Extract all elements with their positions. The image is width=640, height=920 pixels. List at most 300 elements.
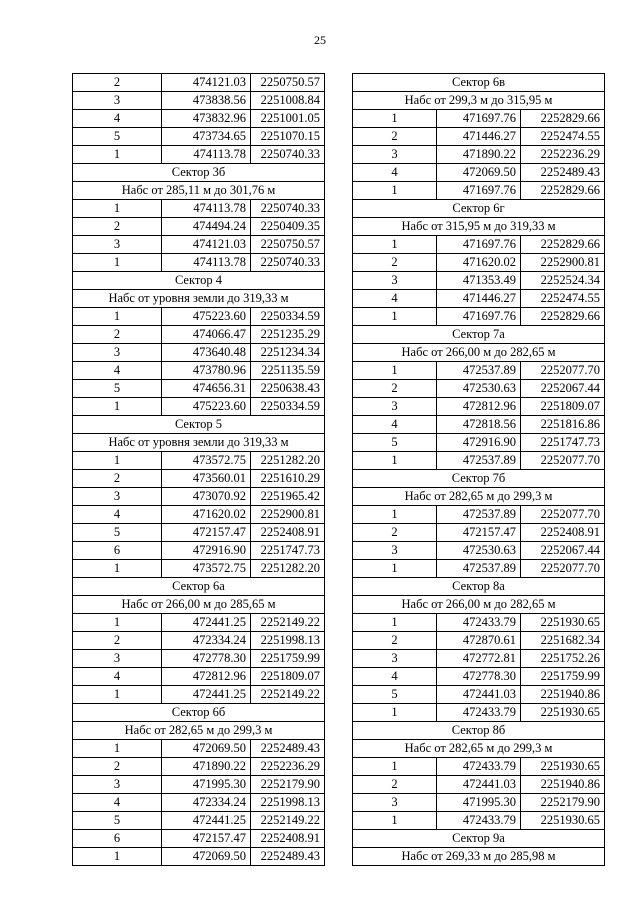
point-number: 5 [73, 380, 162, 398]
coordinate-x: 472433.79 [437, 812, 521, 830]
table-row [353, 524, 605, 542]
coordinate-x: 475223.60 [162, 308, 251, 326]
coordinate-x: 474113.78 [162, 254, 251, 272]
table-row [353, 506, 605, 524]
table-row [73, 128, 325, 146]
coordinate-x: 471620.02 [162, 506, 251, 524]
coordinate-y: 2252408.91 [521, 524, 605, 542]
point-number: 1 [353, 614, 437, 632]
coordinate-x: 472069.50 [437, 164, 521, 182]
point-number: 2 [73, 470, 162, 488]
sector-altitude-range: Набс от 285,11 м до 301,76 м [73, 182, 325, 200]
coordinate-x: 471697.76 [437, 110, 521, 128]
coordinate-x: 472778.30 [437, 668, 521, 686]
point-number: 1 [353, 236, 437, 254]
sector-title-row [73, 704, 325, 722]
coordinate-y: 2251282.20 [251, 452, 325, 470]
table-row [353, 812, 605, 830]
table-row [73, 830, 325, 848]
sector-title: Сектор 6б [73, 704, 325, 722]
coordinate-y: 2250638.43 [251, 380, 325, 398]
coordinate-x: 474656.31 [162, 380, 251, 398]
point-number: 2 [73, 326, 162, 344]
coordinate-x: 471995.30 [162, 776, 251, 794]
coordinate-x: 472157.47 [162, 830, 251, 848]
sector-title: Сектор 8а [353, 578, 605, 596]
point-number: 3 [353, 542, 437, 560]
sector-title: Сектор 4 [73, 272, 325, 290]
table-row [353, 254, 605, 272]
point-number: 1 [353, 308, 437, 326]
sector-title: Сектор 7б [353, 470, 605, 488]
point-number: 1 [73, 560, 162, 578]
table-row [353, 542, 605, 560]
coordinate-x: 473070.92 [162, 488, 251, 506]
table-row [73, 776, 325, 794]
point-number: 6 [73, 542, 162, 560]
coordinate-y: 2252077.70 [521, 506, 605, 524]
sector-title-row [353, 830, 605, 848]
coordinate-x: 472157.47 [162, 524, 251, 542]
coordinate-y: 2251747.73 [251, 542, 325, 560]
coordinate-y: 2252179.90 [251, 776, 325, 794]
sector-altitude-row [353, 740, 605, 758]
table-row [73, 398, 325, 416]
coordinate-y: 2252900.81 [251, 506, 325, 524]
coordinate-y: 2251940.86 [521, 686, 605, 704]
coordinate-y: 2250740.33 [251, 254, 325, 272]
coordinate-y: 2252149.22 [251, 686, 325, 704]
sector-title-row [73, 272, 325, 290]
sector-altitude-range: Набс от 266,00 м до 282,65 м [353, 596, 605, 614]
point-number: 5 [73, 812, 162, 830]
point-number: 3 [73, 344, 162, 362]
point-number: 5 [73, 128, 162, 146]
sector-title: Сектор 6в [353, 74, 605, 92]
coordinate-y: 2252829.66 [521, 308, 605, 326]
coordinate-x: 472530.63 [437, 542, 521, 560]
table-row [353, 434, 605, 452]
coordinate-y: 2252829.66 [521, 236, 605, 254]
table-row [353, 650, 605, 668]
sector-title: Сектор 3б [73, 164, 325, 182]
table-row [353, 236, 605, 254]
point-number: 2 [73, 218, 162, 236]
point-number: 1 [73, 200, 162, 218]
coordinate-x: 472441.25 [162, 614, 251, 632]
coordinate-y: 2251930.65 [521, 812, 605, 830]
coordinate-y: 2252489.43 [251, 740, 325, 758]
coordinate-y: 2252829.66 [521, 182, 605, 200]
coordinate-y: 2252077.70 [521, 560, 605, 578]
table-row [73, 200, 325, 218]
sector-altitude-row [73, 434, 325, 452]
point-number: 1 [73, 254, 162, 272]
right-coordinates-table [352, 73, 605, 866]
coordinate-x: 474066.47 [162, 326, 251, 344]
coordinate-y: 2251998.13 [251, 794, 325, 812]
coordinate-x: 473560.01 [162, 470, 251, 488]
point-number: 3 [353, 650, 437, 668]
table-row [73, 812, 325, 830]
coordinate-y: 2251759.99 [251, 650, 325, 668]
table-row [73, 506, 325, 524]
coordinate-y: 2252236.29 [251, 758, 325, 776]
coordinate-x: 472157.47 [437, 524, 521, 542]
point-number: 2 [73, 758, 162, 776]
sector-altitude-row [353, 218, 605, 236]
table-row [73, 470, 325, 488]
table-row [73, 110, 325, 128]
sector-altitude-range: Набс от уровня земли до 319,33 м [73, 290, 325, 308]
coordinate-x: 472537.89 [437, 506, 521, 524]
sector-altitude-range: Набс от 269,33 м до 285,98 м [353, 848, 605, 866]
point-number: 6 [73, 830, 162, 848]
coordinate-x: 472433.79 [437, 614, 521, 632]
point-number: 1 [73, 398, 162, 416]
coordinate-y: 2250334.59 [251, 398, 325, 416]
table-row [353, 182, 605, 200]
coordinate-x: 472441.25 [162, 812, 251, 830]
table-row [73, 326, 325, 344]
table-row [353, 290, 605, 308]
coordinate-x: 471697.76 [437, 236, 521, 254]
sector-altitude-row [73, 290, 325, 308]
coordinate-y: 2252524.34 [521, 272, 605, 290]
coordinate-y: 2252829.66 [521, 110, 605, 128]
table-row [73, 686, 325, 704]
coordinate-y: 2251682.34 [521, 632, 605, 650]
sector-altitude-row [353, 596, 605, 614]
table-row [353, 272, 605, 290]
sector-altitude-row [73, 182, 325, 200]
point-number: 1 [353, 560, 437, 578]
point-number: 1 [353, 758, 437, 776]
coordinate-y: 2251940.86 [521, 776, 605, 794]
table-row [73, 362, 325, 380]
coordinate-x: 471620.02 [437, 254, 521, 272]
coordinate-x: 471890.22 [162, 758, 251, 776]
coordinate-x: 472870.61 [437, 632, 521, 650]
coordinate-x: 471446.27 [437, 290, 521, 308]
table-row [353, 398, 605, 416]
coordinate-x: 472812.96 [437, 398, 521, 416]
table-row [73, 542, 325, 560]
coordinate-y: 2252067.44 [521, 542, 605, 560]
table-row [73, 524, 325, 542]
coordinate-y: 2251998.13 [251, 632, 325, 650]
coordinate-x: 472537.89 [437, 362, 521, 380]
sector-altitude-range: Набс от 315,95 м до 319,33 м [353, 218, 605, 236]
table-row [353, 686, 605, 704]
coordinate-x: 472530.63 [437, 380, 521, 398]
coordinate-x: 474113.78 [162, 146, 251, 164]
table-row [73, 488, 325, 506]
coordinate-y: 2251282.20 [251, 560, 325, 578]
coordinate-y: 2252067.44 [521, 380, 605, 398]
table-row [353, 704, 605, 722]
coordinate-y: 2251930.65 [521, 614, 605, 632]
point-number: 4 [353, 164, 437, 182]
sector-title-row [353, 722, 605, 740]
table-row [73, 380, 325, 398]
coordinate-x: 471353.49 [437, 272, 521, 290]
table-row [353, 632, 605, 650]
point-number: 3 [353, 398, 437, 416]
sector-altitude-range: Набс от 266,00 м до 285,65 м [73, 596, 325, 614]
point-number: 2 [353, 776, 437, 794]
point-number: 4 [73, 362, 162, 380]
sector-title-row [73, 416, 325, 434]
coordinate-x: 472916.90 [437, 434, 521, 452]
coordinate-x: 472433.79 [437, 758, 521, 776]
table-row [73, 254, 325, 272]
coordinate-y: 2252900.81 [521, 254, 605, 272]
point-number: 2 [353, 254, 437, 272]
coordinate-y: 2251759.99 [521, 668, 605, 686]
sector-title-row [353, 578, 605, 596]
point-number: 2 [353, 524, 437, 542]
point-number: 1 [353, 110, 437, 128]
coordinate-x: 472778.30 [162, 650, 251, 668]
coordinate-y: 2250740.33 [251, 146, 325, 164]
sector-title: Сектор 9а [353, 830, 605, 848]
table-row [73, 308, 325, 326]
left-coordinates-table [72, 73, 325, 866]
coordinate-y: 2251930.65 [521, 704, 605, 722]
coordinate-y: 2252077.70 [521, 362, 605, 380]
point-number: 1 [73, 614, 162, 632]
coordinate-x: 472772.81 [437, 650, 521, 668]
point-number: 5 [353, 686, 437, 704]
point-number: 3 [73, 488, 162, 506]
table-row [353, 794, 605, 812]
table-row [73, 614, 325, 632]
sector-title: Сектор 6а [73, 578, 325, 596]
point-number: 5 [353, 434, 437, 452]
table-row [353, 758, 605, 776]
coordinate-y: 2252489.43 [251, 848, 325, 866]
coordinate-y: 2251965.42 [251, 488, 325, 506]
table-row [353, 362, 605, 380]
point-number: 2 [73, 632, 162, 650]
sector-altitude-range: Набс от уровня земли до 319,33 м [73, 434, 325, 452]
coordinate-y: 2252408.91 [251, 524, 325, 542]
point-number: 4 [353, 290, 437, 308]
point-number: 1 [73, 452, 162, 470]
point-number: 4 [73, 668, 162, 686]
sector-altitude-range: Набс от 282,65 м до 299,3 м [353, 740, 605, 758]
point-number: 4 [73, 110, 162, 128]
coordinate-y: 2251234.34 [251, 344, 325, 362]
sector-title-row [353, 200, 605, 218]
point-number: 3 [73, 776, 162, 794]
coordinate-x: 472537.89 [437, 560, 521, 578]
sector-altitude-range: Набс от 266,00 м до 282,65 м [353, 344, 605, 362]
coordinate-x: 474494.24 [162, 218, 251, 236]
coordinate-x: 474121.03 [162, 236, 251, 254]
sector-altitude-range: Набс от 282,65 м до 299,3 м [73, 722, 325, 740]
coordinate-y: 2252489.43 [521, 164, 605, 182]
point-number: 1 [353, 362, 437, 380]
table-row [353, 146, 605, 164]
coordinate-y: 2250750.57 [251, 236, 325, 254]
sector-altitude-row [353, 92, 605, 110]
sector-altitude-row [73, 596, 325, 614]
point-number: 3 [353, 794, 437, 812]
coordinate-y: 2252179.90 [521, 794, 605, 812]
coordinate-y: 2251809.07 [521, 398, 605, 416]
coordinate-y: 2251816.86 [521, 416, 605, 434]
point-number: 4 [73, 506, 162, 524]
coordinate-x: 471697.76 [437, 308, 521, 326]
table-row [73, 236, 325, 254]
point-number: 3 [353, 272, 437, 290]
table-row [73, 560, 325, 578]
coordinate-x: 472916.90 [162, 542, 251, 560]
coordinate-x: 472334.24 [162, 794, 251, 812]
coordinate-x: 473572.75 [162, 560, 251, 578]
right-coordinates-column [352, 73, 605, 866]
left-coordinates-column [72, 73, 325, 866]
coordinate-x: 475223.60 [162, 398, 251, 416]
sector-altitude-range: Набс от 282,65 м до 299,3 м [353, 488, 605, 506]
coordinate-x: 473734.65 [162, 128, 251, 146]
point-number: 3 [73, 236, 162, 254]
point-number: 1 [353, 182, 437, 200]
coordinate-x: 474113.78 [162, 200, 251, 218]
point-number: 4 [73, 794, 162, 812]
point-number: 2 [73, 74, 162, 92]
coordinate-x: 473572.75 [162, 452, 251, 470]
point-number: 4 [353, 668, 437, 686]
coordinate-x: 472441.03 [437, 776, 521, 794]
point-number: 5 [73, 524, 162, 542]
coordinate-x: 473640.48 [162, 344, 251, 362]
table-row [73, 218, 325, 236]
table-row [73, 344, 325, 362]
coordinate-x: 472441.03 [437, 686, 521, 704]
coordinate-x: 471446.27 [437, 128, 521, 146]
coordinate-x: 473838.56 [162, 92, 251, 110]
coordinate-y: 2251809.07 [251, 668, 325, 686]
point-number: 2 [353, 128, 437, 146]
coordinate-x: 472069.50 [162, 740, 251, 758]
point-number: 4 [353, 416, 437, 434]
point-number: 1 [73, 146, 162, 164]
coordinate-y: 2250409.35 [251, 218, 325, 236]
coordinate-x: 471697.76 [437, 182, 521, 200]
table-row [73, 758, 325, 776]
point-number: 2 [353, 380, 437, 398]
table-row [73, 74, 325, 92]
coordinate-x: 472537.89 [437, 452, 521, 470]
table-row [73, 92, 325, 110]
sector-title: Сектор 8б [353, 722, 605, 740]
coordinate-x: 473832.96 [162, 110, 251, 128]
coordinate-x: 472818.56 [437, 416, 521, 434]
table-row [353, 452, 605, 470]
coordinate-y: 2251008.84 [251, 92, 325, 110]
coordinate-y: 2252149.22 [251, 614, 325, 632]
coordinate-y: 2250740.33 [251, 200, 325, 218]
coordinate-x: 474121.03 [162, 74, 251, 92]
point-number: 3 [353, 146, 437, 164]
table-row [353, 128, 605, 146]
table-row [73, 794, 325, 812]
coordinate-x: 472433.79 [437, 704, 521, 722]
coordinate-y: 2252408.91 [251, 830, 325, 848]
sector-altitude-row [353, 848, 605, 866]
coordinate-y: 2251610.29 [251, 470, 325, 488]
sector-title: Сектор 5 [73, 416, 325, 434]
sector-altitude-row [353, 344, 605, 362]
sector-title-row [353, 74, 605, 92]
right-table-body [353, 74, 605, 866]
table-row [73, 452, 325, 470]
point-number: 1 [73, 740, 162, 758]
table-row [73, 146, 325, 164]
coordinate-x: 471995.30 [437, 794, 521, 812]
coordinate-y: 2250750.57 [251, 74, 325, 92]
table-row [353, 776, 605, 794]
coordinate-y: 2250334.59 [251, 308, 325, 326]
table-row [353, 560, 605, 578]
sector-altitude-row [353, 488, 605, 506]
table-row [73, 650, 325, 668]
coordinate-y: 2251752.26 [521, 650, 605, 668]
table-row [73, 632, 325, 650]
sector-title: Сектор 7а [353, 326, 605, 344]
point-number: 1 [353, 506, 437, 524]
point-number: 1 [353, 704, 437, 722]
point-number: 2 [353, 632, 437, 650]
coordinate-x: 472069.50 [162, 848, 251, 866]
coordinate-x: 471890.22 [437, 146, 521, 164]
coordinate-y: 2251001.05 [251, 110, 325, 128]
point-number: 1 [73, 686, 162, 704]
sector-altitude-row [73, 722, 325, 740]
coordinate-y: 2252474.55 [521, 128, 605, 146]
coordinate-x: 473780.96 [162, 362, 251, 380]
table-row [73, 668, 325, 686]
table-row [353, 614, 605, 632]
point-number: 1 [73, 308, 162, 326]
coordinate-y: 2252236.29 [521, 146, 605, 164]
coordinate-y: 2252474.55 [521, 290, 605, 308]
left-table-body [73, 74, 325, 866]
sector-title: Сектор 6г [353, 200, 605, 218]
page-number: 25 [314, 33, 326, 47]
point-number: 3 [73, 650, 162, 668]
sector-title-row [73, 578, 325, 596]
coordinate-y: 2252149.22 [251, 812, 325, 830]
point-number: 1 [73, 848, 162, 866]
point-number: 1 [353, 812, 437, 830]
coordinate-x: 472441.25 [162, 686, 251, 704]
table-row [353, 380, 605, 398]
coordinate-y: 2251135.59 [251, 362, 325, 380]
sector-altitude-range: Набс от 299,3 м до 315,95 м [353, 92, 605, 110]
coordinate-y: 2251930.65 [521, 758, 605, 776]
coordinate-y: 2251235.29 [251, 326, 325, 344]
table-row [353, 308, 605, 326]
table-row [353, 416, 605, 434]
coordinate-x: 472334.24 [162, 632, 251, 650]
table-row [73, 848, 325, 866]
sector-title-row [353, 326, 605, 344]
coordinate-y: 2252077.70 [521, 452, 605, 470]
